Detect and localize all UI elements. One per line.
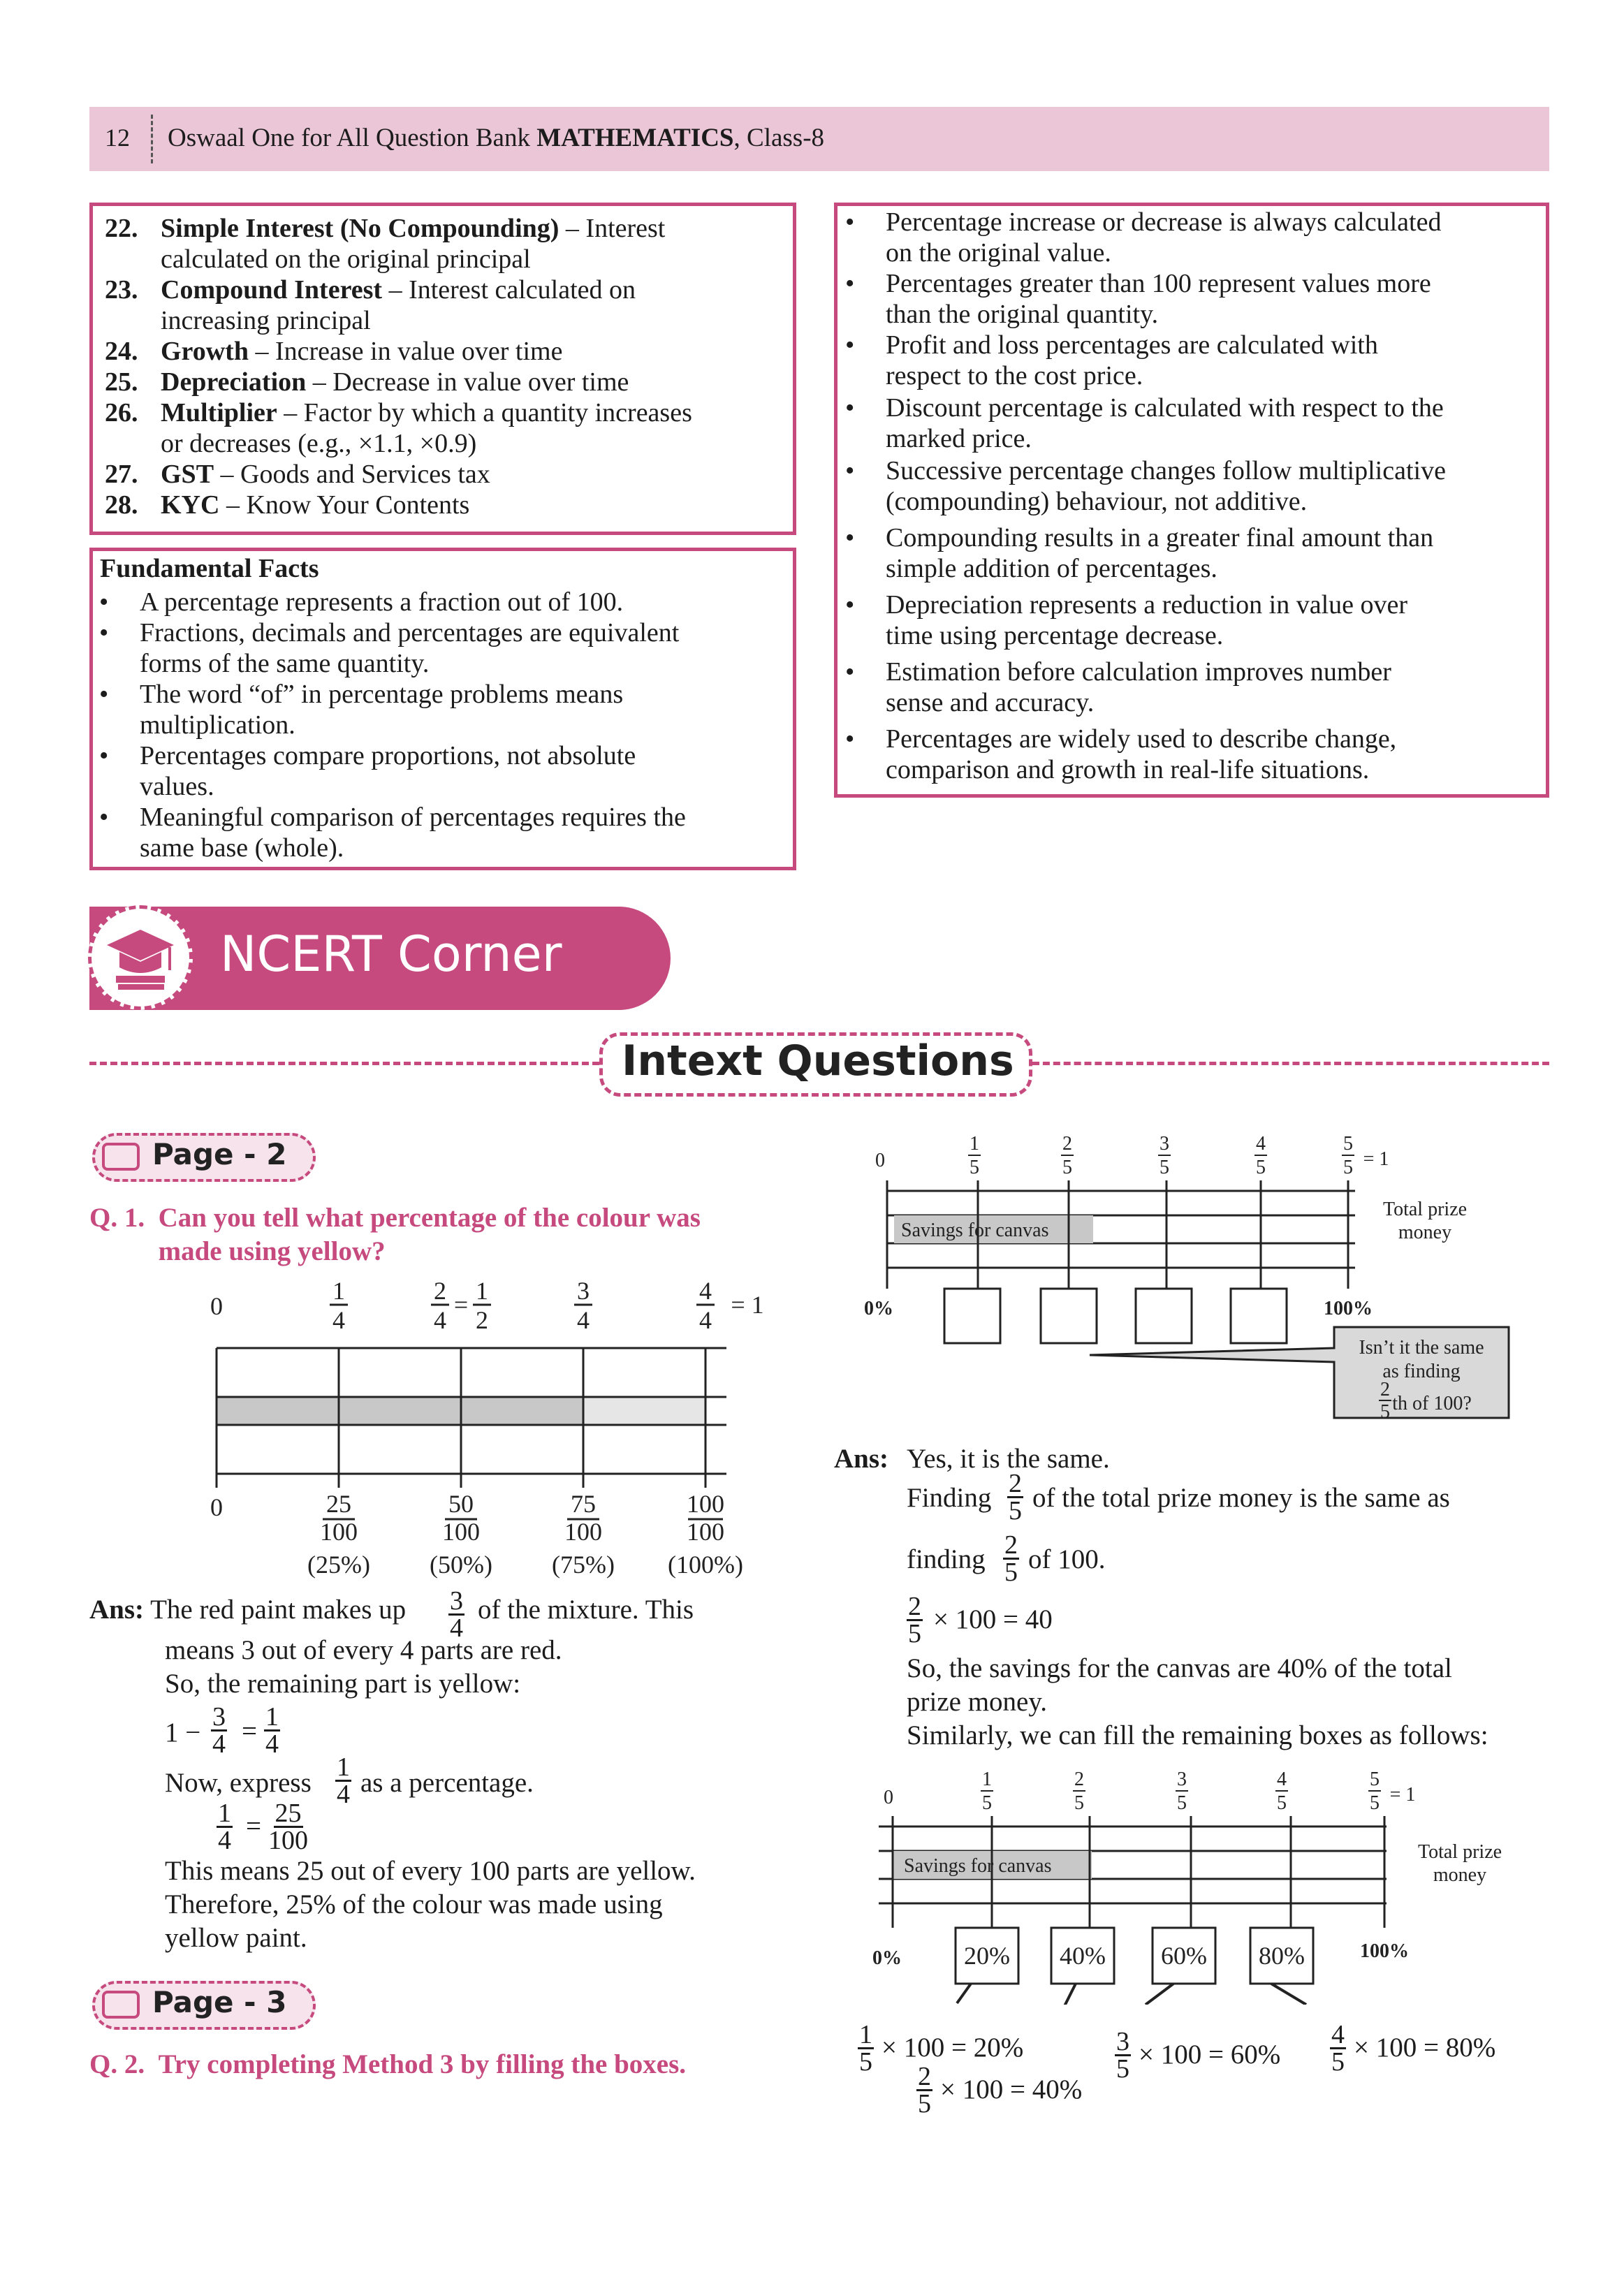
d1-zero: 0 [875,1150,885,1171]
ans1-line1-end: of the mixture. This [478,1595,694,1625]
d1-callout-d: 5 [1380,1401,1390,1423]
calc-result: × 100 = 60% [1139,2040,1281,2070]
calc-fraction: $\frac{2}{5}$ [918,2062,931,2118]
top-frac-den: 5 [1062,1157,1072,1178]
answer-1: Ans: The red paint makes up [89,1595,407,1625]
nl-p1: (25%) [307,1551,370,1579]
key-term-text: Compound Interest – Interest calculated on increasing principal [161,275,636,335]
nl-b4d: 100 [687,1518,724,1546]
ans1-eq2-f2: $\frac{25}{100}$ [268,1799,308,1855]
d1-callout-1: Isn’t it the same [1359,1337,1484,1359]
ans2-frac-2-5-b: $\frac{2}{5}$ [1004,1530,1018,1587]
top-frac-den: 5 [1370,1792,1380,1814]
top-frac-num: 2 [1074,1769,1084,1790]
bullet-text: Profit and loss percentages are calculated with respect to the cost price. [886,330,1378,390]
d1-total-2: money [1398,1222,1452,1243]
d1-box-4 [1231,1289,1287,1343]
ans1-line2: means 3 out of every 4 parts are red. [165,1635,562,1665]
header-divider [151,115,153,163]
ans1-eq1-eq: = [242,1716,257,1746]
key-term-text: Growth – Increase in value over time [161,337,563,366]
fraction-number-line [196,1271,782,1579]
ans2-line2-a: Finding [907,1483,992,1513]
nl-f4n: 4 [699,1277,712,1305]
ans1-line7: yellow paint. [165,1923,307,1953]
ans2-line3-b: of 100. [1028,1544,1106,1574]
page-2-label: Page - 2 [152,1137,287,1171]
top-frac-num: 5 [1343,1133,1353,1155]
bullet-dot: • [99,618,109,647]
d1-callout-3: th of 100? [1392,1393,1472,1414]
ans1-line6: Therefore, 25% of the colour was made using [165,1889,663,1919]
bullet-text: Estimation before calculation improves number sense and accuracy. [886,657,1391,717]
bullet-text: A percentage represents a fraction out of 100. [140,587,624,617]
d2-total-1: Total prize [1417,1841,1502,1863]
ans1-frac-1-4: $\frac{1}{4}$ [337,1752,350,1809]
nl-p3: (75%) [552,1551,615,1579]
d1-box-2 [1041,1289,1097,1343]
percent-box-value: 20% [964,1942,1010,1970]
ans2-label: Ans: [834,1444,889,1474]
nl-b2d: 100 [442,1518,480,1546]
d1-callout-2: as finding [1382,1361,1461,1382]
fundamental-facts-title: Fundamental Facts [100,554,319,583]
d1-savings-label: Savings for canvas [901,1220,1049,1241]
d1-box-1 [944,1289,1000,1343]
ans1-eq2-eq: = [246,1811,261,1841]
top-frac-eq-one: = 1 [1389,1784,1416,1806]
ans1-eq1-f2: $\frac{1}{4}$ [265,1702,279,1759]
ans2-eq-frac: $\frac{2}{5}$ [908,1592,921,1648]
ans1-line4-a: Now, express [165,1768,312,1798]
nl-f2eq: = [453,1291,469,1319]
percent-box-value: 40% [1060,1942,1106,1970]
nl-f2bn: 1 [476,1277,488,1305]
top-frac-num: 1 [970,1133,979,1155]
nl-b1d: 100 [320,1518,358,1546]
ans2-line1: Yes, it is the same. [907,1444,1110,1474]
ans2-line5: prize money. [907,1687,1048,1717]
top-frac-den: 5 [1277,1792,1287,1814]
bullet-text: Compounding results in a greater final amount than simple addition of percentages. [886,523,1434,583]
d2-top-fractions [981,1769,1415,1814]
nl-b2n: 50 [448,1490,474,1518]
key-term-text: Simple Interest (No Compounding) – Interest calculated on the original principal [161,214,666,274]
d2-savings-label: Savings for canvas [904,1855,1052,1877]
key-term-text: KYC – Know Your Contents [161,490,470,520]
intext-questions-title: Intext Questions [622,1037,1014,1085]
d2-filled-boxes [956,1928,1313,1984]
ans1-line5: This means 25 out of every 100 parts are yellow. [165,1856,696,1886]
key-term-number: 25. [105,367,138,397]
bullet-text: Meaningful comparison of percentages requires the same base (whole). [140,803,686,863]
ans2-line2-b: of the total prize money is the same as [1032,1483,1450,1513]
d1-pct100: 100% [1324,1298,1373,1319]
top-frac-den: 5 [970,1157,979,1178]
nl-f2d: 4 [434,1306,446,1334]
bullet-text: Depreciation represents a reduction in value over time using percentage decrease. [886,590,1408,650]
bullet-dot: • [845,393,855,423]
calc-result: × 100 = 20% [882,2033,1024,2063]
d1-total-1: Total prize [1382,1199,1468,1220]
bullet-dot: • [99,587,109,617]
key-term-text: Multiplier – Factor by which a quantity increases or decreases (e.g., ×1.1, ×0.9) [161,398,692,458]
bullet-dot: • [99,741,109,770]
bullet-dot: • [845,657,855,687]
d1-pct0: 0% [864,1298,893,1319]
page-3-label: Page - 3 [152,1985,287,2019]
key-term-number: 26. [105,398,138,427]
nl-f3d: 4 [577,1306,590,1334]
percent-box-value: 80% [1259,1942,1305,1970]
ans2-line6: Similarly, we can fill the remaining boxes as follows: [907,1720,1488,1750]
bullet-text: Fractions, decimals and percentages are equivalent forms of the same quantity. [140,618,680,678]
bullet-dot: • [99,803,109,832]
nl-b1n: 25 [326,1490,351,1518]
ans1-frac-3-4: $\frac{3}{4}$ [450,1586,463,1643]
bullet-dot: • [845,456,855,485]
nl-f4d: 4 [699,1306,712,1334]
book-title: Oswaal One for All Question Bank MATHEMATICS, Class-8 [168,124,825,152]
key-term-text: Depreciation – Decrease in value over time [161,367,629,397]
ans1-line3: So, the remaining part is yellow: [165,1669,521,1699]
bullet-dot: • [845,330,855,360]
ans1-eq1-f1: $\frac{3}{4}$ [212,1702,226,1759]
bullet-text: Percentages compare proportions, not absolute values. [140,741,636,801]
key-term-number: 23. [105,275,138,305]
d1-top-fractions [968,1133,1389,1178]
top-frac-num: 3 [1160,1133,1169,1155]
d2-pct100: 100% [1360,1940,1409,1962]
nl-f2bd: 2 [476,1306,488,1334]
bullet-dot: • [845,207,855,237]
nl-b3n: 75 [571,1490,596,1518]
bullet-text: Discount percentage is calculated with respect to the marked price. [886,393,1444,453]
d2-zero: 0 [884,1787,893,1808]
nl-f4eq: = 1 [731,1291,764,1319]
bullet-dot: • [845,724,855,754]
ans2-frac-2-5-a: $\frac{2}{5}$ [1009,1469,1022,1525]
calc-fraction: $\frac{1}{5}$ [859,2020,872,2077]
top-frac-num: 4 [1256,1133,1266,1155]
d2-total-2: money [1433,1864,1487,1886]
calc-fraction: $\frac{4}{5}$ [1331,2020,1345,2077]
key-term-number: 27. [105,460,138,489]
top-frac-den: 5 [982,1792,992,1814]
top-frac-den: 5 [1343,1157,1353,1178]
divider-left [89,1062,599,1065]
ans2-line3-a: finding [907,1544,986,1574]
top-frac-num: 1 [982,1769,992,1790]
ans2-eq: × 100 = 40 [933,1604,1053,1634]
nl-f3n: 3 [577,1277,590,1305]
top-frac-den: 5 [1177,1792,1187,1814]
divider-right [1032,1062,1549,1065]
bullet-dot: • [845,590,855,620]
ans1-line4-b: as a percentage. [360,1768,534,1798]
book-icon [102,1143,140,1171]
key-term-number: 22. [105,214,138,243]
ans1-eq2-f1: $\frac{1}{4}$ [218,1799,231,1855]
d1-callout-n: 2 [1380,1379,1390,1400]
top-frac-eq-one: = 1 [1363,1148,1389,1170]
nl-b4n: 100 [687,1490,724,1518]
bullet-text: Percentages are widely used to describe change, comparison and growth in real-life situations. [886,724,1397,784]
top-frac-num: 3 [1177,1769,1187,1790]
key-term-number: 28. [105,490,138,520]
bullet-dot: • [845,523,855,552]
nl-p4: (100%) [668,1551,743,1579]
top-frac-num: 4 [1277,1769,1287,1790]
nl-p2: (50%) [430,1551,492,1579]
nl-f1d: 4 [332,1306,345,1334]
top-frac-num: 5 [1370,1769,1380,1790]
bullet-text: Percentages greater than 100 represent values more than the original quantity. [886,269,1431,329]
top-frac-den: 5 [1256,1157,1266,1178]
nl-f1n: 1 [332,1277,345,1305]
ncert-corner-title: NCERT Corner [220,925,562,983]
book-icon [102,1991,140,2019]
method3-diagram [859,1125,1558,1446]
d1-box-3 [1136,1289,1192,1343]
bullet-text: Percentage increase or decrease is always calculated on the original value. [886,207,1442,268]
question-2: Q. 2. Try completing Method 3 by filling the boxes. [89,2049,687,2079]
percent-box-value: 60% [1161,1942,1207,1970]
graduation-cap-icon [88,905,193,1010]
top-frac-num: 2 [1062,1133,1072,1155]
key-term-number: 24. [105,337,138,366]
page-number: 12 [105,124,130,152]
top-frac-den: 5 [1074,1792,1084,1814]
nl-zero-bottom: 0 [210,1493,223,1521]
bullet-text: The word “of” in percentage problems means multiplication. [140,680,624,740]
method3-completed-diagram [859,1760,1558,2005]
ans1-eq1-a: 1 − [165,1718,201,1748]
calc-result: × 100 = 40% [940,2074,1083,2104]
d2-pct0: 0% [872,1947,902,1969]
ans2-line4: So, the savings for the canvas are 40% of the total [907,1653,1452,1683]
top-frac-den: 5 [1160,1157,1169,1178]
nl-f2n: 2 [434,1277,446,1305]
nl-zero-top: 0 [210,1292,223,1320]
calc-fraction: $\frac{3}{5}$ [1116,2027,1129,2084]
bullet-text: Successive percentage changes follow multiplicative (compounding) behaviour, not additive. [886,456,1446,516]
bullet-dot: • [845,269,855,298]
bullet-dot: • [99,680,109,709]
calc-result: × 100 = 80% [1354,2033,1496,2063]
key-term-text: GST – Goods and Services tax [161,460,490,489]
question-1: Q. 1. Can you tell what percentage of the colour was made using yellow? [89,1203,701,1266]
nl-b3d: 100 [564,1518,602,1546]
